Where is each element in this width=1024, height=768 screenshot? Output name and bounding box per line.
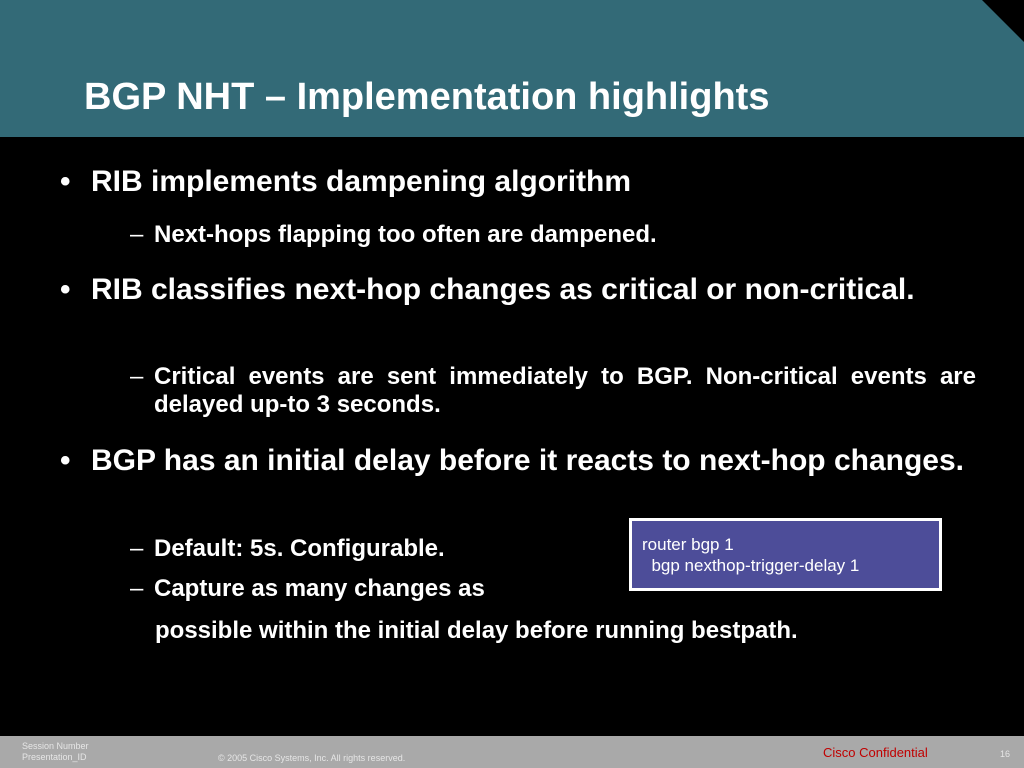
bullet-2-text: RIB classifies next-hop changes as critical or non-critical. bbox=[91, 273, 915, 306]
code-line-1: router bgp 1 bbox=[642, 535, 734, 554]
session-number: Session Number bbox=[22, 741, 89, 751]
bullet-marker: • bbox=[60, 165, 71, 198]
presentation-id: Presentation_ID bbox=[22, 752, 87, 762]
corner-accent bbox=[982, 0, 1024, 42]
bullet-3-text: BGP has an initial delay before it reacts to next-hop changes. bbox=[91, 444, 965, 477]
bullet-3-sub-2 bbox=[130, 575, 610, 603]
bullet-marker: • bbox=[60, 444, 71, 477]
config-code-box bbox=[629, 518, 942, 591]
bullet-3-sub-1 bbox=[130, 535, 610, 563]
slide-title: BGP NHT – Implementation highlights bbox=[84, 76, 770, 118]
bullet-marker: • bbox=[60, 273, 71, 306]
code-line-2: bgp nexthop-trigger-delay 1 bbox=[642, 556, 860, 575]
confidential-label: Cisco Confidential bbox=[823, 745, 928, 760]
bullet-2-sub-1-text: Critical events are sent immediately to BGP. Non-critical events are delayed up-to 3 seconds. bbox=[154, 363, 976, 418]
sub-marker: – bbox=[130, 535, 144, 562]
title-banner bbox=[0, 0, 1024, 137]
session-info bbox=[22, 741, 89, 763]
bullet-2-sub-1 bbox=[130, 363, 976, 419]
copyright-text: © 2005 Cisco Systems, Inc. All rights reserved. bbox=[218, 753, 406, 763]
page-number: 16 bbox=[1000, 749, 1011, 759]
bullet-1-text: RIB implements dampening algorithm bbox=[91, 165, 632, 198]
bullet-3-continuation: possible within the initial delay before running bestpath. bbox=[155, 617, 798, 644]
bullet-3-sub-2-text: Capture as many changes as bbox=[154, 575, 485, 602]
footer-bar bbox=[0, 736, 1024, 768]
sub-marker: – bbox=[130, 575, 144, 602]
sub-marker: – bbox=[130, 363, 144, 390]
bullet-1-sub-1 bbox=[130, 221, 976, 249]
bullet-1-sub-1-text: Next-hops flapping too often are dampened. bbox=[154, 221, 657, 248]
bullet-1 bbox=[60, 163, 976, 200]
bullet-3 bbox=[60, 442, 976, 479]
bullet-3-sub-1-text: Default: 5s. Configurable. bbox=[154, 535, 445, 562]
bullet-2 bbox=[60, 271, 976, 308]
sub-marker: – bbox=[130, 221, 144, 248]
